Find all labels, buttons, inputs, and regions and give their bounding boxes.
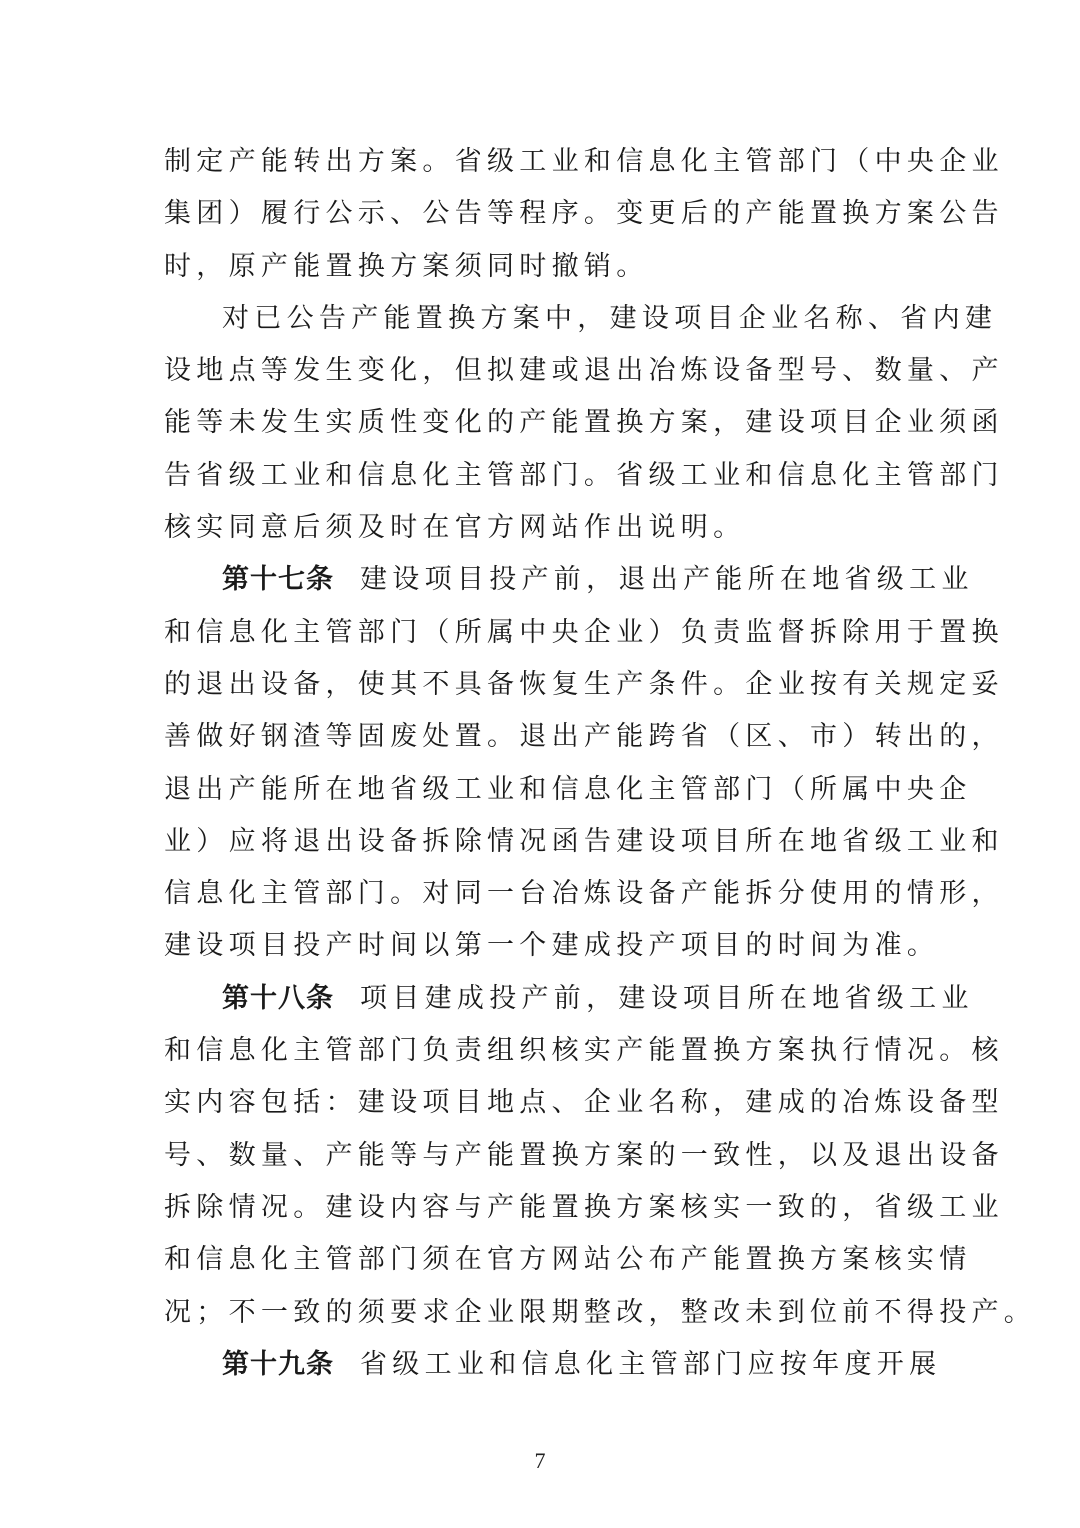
text-line	[164, 1182, 1004, 1234]
line-text: 制定产能转出方案。省级工业和信息化主管部门（中央企业	[164, 146, 1004, 177]
text-line	[164, 554, 974, 606]
line-text: 时，原产能置换方案须同时撤销。	[164, 250, 649, 282]
line-text: 建设项目投产时间以第一个建成投产项目的时间为准。	[164, 930, 940, 962]
text-line	[164, 397, 1004, 449]
text-line	[164, 1287, 1037, 1339]
body-text	[164, 136, 1037, 1391]
article-paragraph	[164, 973, 1037, 1339]
text-line	[164, 868, 1004, 920]
line-text: 业）应将退出设备拆除情况函告建设项目所在地省级工业和	[164, 825, 1004, 857]
text-line	[164, 1130, 1004, 1182]
text-line	[164, 188, 1004, 240]
text-line	[164, 920, 940, 972]
text-line	[164, 1234, 972, 1286]
text-line	[164, 136, 1004, 188]
line-text: 对已公告产能置换方案中，建设项目企业名称、省内建	[222, 302, 998, 334]
text-line	[164, 711, 1004, 763]
line-text: 实内容包括：建设项目地点、企业名称，建成的冶炼设备型	[164, 1087, 1004, 1119]
line-text: 集团）履行公示、公告等程序。变更后的产能置换方案公告	[164, 198, 1004, 230]
line-text: 告省级工业和信息化主管部门。省级工业和信息化主管部门	[164, 459, 1004, 491]
text-line	[164, 816, 1004, 868]
paragraph	[164, 136, 1004, 293]
line-text: 号、数量、产能等与产能置换方案的一致性，以及退出设备	[164, 1139, 1004, 1171]
text-line	[164, 450, 1004, 502]
line-text: 退出产能所在地省级工业和信息化主管部门（所属中央企	[164, 773, 972, 805]
text-line	[164, 659, 1004, 711]
article-heading: 第十七条	[222, 564, 334, 596]
article-heading: 第十九条	[222, 1348, 334, 1380]
line-text: 设地点等发生变化，但拟建或退出冶炼设备型号、数量、产	[164, 355, 1004, 387]
line-text: 和信息化主管部门负责组织核实产能置换方案执行情况。核	[164, 1035, 1004, 1067]
line-text: 核实同意后须及时在官方网站作出说明。	[164, 512, 746, 544]
line-text: 和信息化主管部门须在官方网站公布产能置换方案核实情	[164, 1244, 972, 1276]
text-line	[164, 1077, 1004, 1129]
text-line	[164, 293, 998, 345]
line-text: 的退出设备，使其不具备恢复生产条件。企业按有关规定妥	[164, 668, 1004, 700]
line-text: 建设项目投产前，退出产能所在地省级工业	[360, 564, 974, 596]
line-text: 拆除情况。建设内容与产能置换方案核实一致的，省级工业	[164, 1191, 1004, 1223]
paragraph	[164, 293, 1004, 554]
line-text: 善做好钢渣等固废处置。退出产能跨省（区、市）转出的，	[164, 721, 1004, 753]
page-number: 7	[534, 1448, 546, 1473]
text-line	[164, 241, 916, 293]
line-text: 和信息化主管部门（所属中央企业）负责监督拆除用于置换	[164, 616, 1004, 648]
line-text: 信息化主管部门。对同一台冶炼设备产能拆分使用的情形，	[164, 878, 1004, 910]
line-text: 况；不一致的须要求企业限期整改，整改未到位前不得投产。	[164, 1296, 1037, 1328]
text-line	[164, 1339, 942, 1391]
article-heading: 第十八条	[222, 982, 334, 1014]
text-line	[164, 502, 916, 554]
article-paragraph	[164, 1339, 942, 1391]
text-line	[164, 607, 1004, 659]
line-text: 能等未发生实质性变化的产能置换方案，建设项目企业须函	[164, 407, 1004, 439]
article-paragraph	[164, 554, 1004, 972]
text-line	[164, 973, 974, 1025]
text-line	[164, 345, 1004, 397]
text-line	[164, 764, 972, 816]
text-line	[164, 1025, 1004, 1077]
line-text: 项目建成投产前，建设项目所在地省级工业	[360, 982, 974, 1014]
line-text: 省级工业和信息化主管部门应按年度开展	[360, 1348, 942, 1380]
